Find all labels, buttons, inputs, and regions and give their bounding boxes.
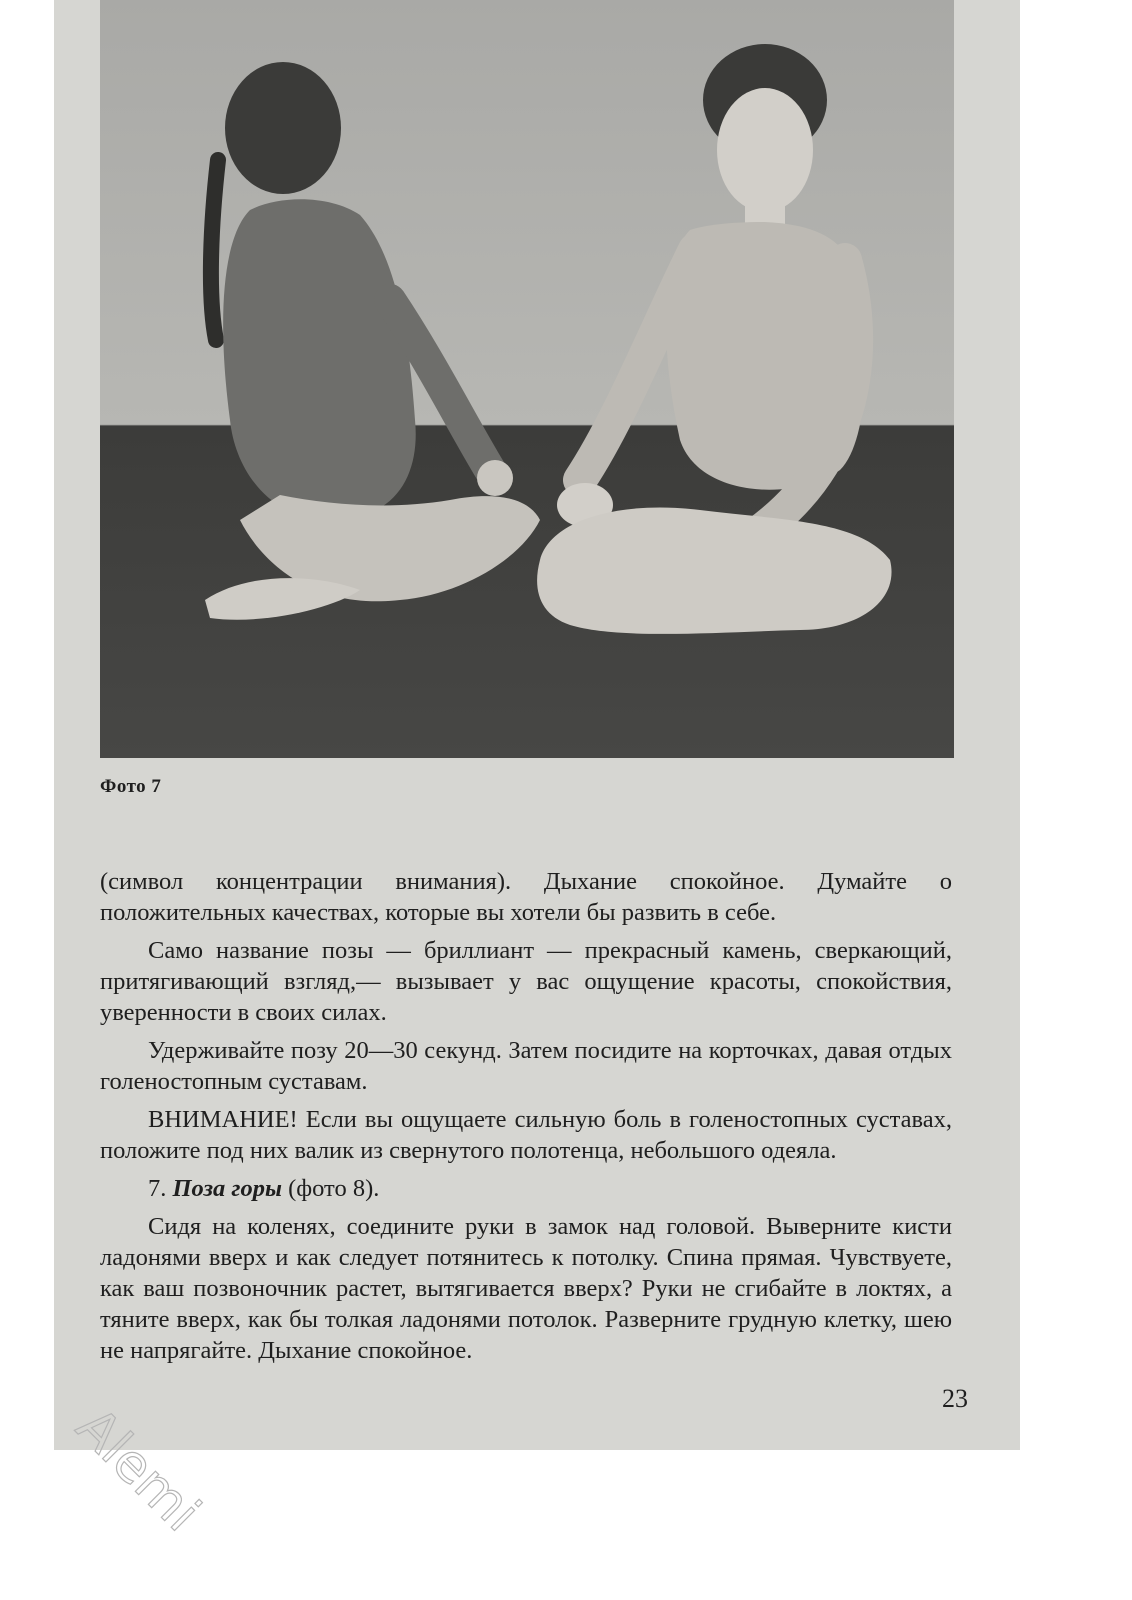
watermark-logo xyxy=(64,1390,264,1580)
pose-title: Поза горы xyxy=(172,1175,282,1202)
svg-text:Alemi: Alemi xyxy=(64,1396,212,1544)
pose-heading xyxy=(100,1173,952,1204)
scanned-book-page xyxy=(54,0,1020,1450)
photo-reference: (фото 8). xyxy=(288,1175,380,1202)
girl-back-view xyxy=(205,62,540,620)
paragraph: Само название позы — бриллиант — прекрасный камень, сверкающий, притягивающий взгляд,— вызывает у вас ощущение красоты, спокойствия, уверенности в своих силах. xyxy=(100,937,952,1026)
pose-number: 7. xyxy=(148,1175,167,1202)
photo-illustration xyxy=(100,0,954,758)
paragraph: Удерживайте позу 20—30 секунд. Затем посидите на корточках, давая отдых голеностопным суставам. xyxy=(100,1037,952,1095)
paragraph-warning: ВНИМАНИЕ! Если вы ощущаете сильную боль в голеностопных суставах, положите под них валик из свернутого полотенца, небольшого одеяла. xyxy=(100,1106,952,1164)
photo-caption: Фото 7 xyxy=(100,776,162,797)
paragraph: Сидя на коленях, соедините руки в замок над головой. Выверните кисти ладонями вверх и как следует потянитесь к потолку. Спина прямая. Чувствуете, как ваш позвоночник растет, вытягивается вверх? Руки не сгибайте в локтях, а тяните вверх, как бы толкая ладонями потолок. Разверните грудную клетку, шею не напрягайте. Дыхание спокойное. xyxy=(100,1213,952,1364)
girl-front-view xyxy=(537,44,891,634)
body-text xyxy=(100,866,952,1373)
page-number: 23 xyxy=(942,1384,968,1413)
photo-two-girls-kneeling xyxy=(100,0,954,758)
paragraph: (символ концентрации внимания). Дыхание спокойное. Думайте о положительных качествах, которые вы хотели бы развить в себе. xyxy=(100,868,952,926)
